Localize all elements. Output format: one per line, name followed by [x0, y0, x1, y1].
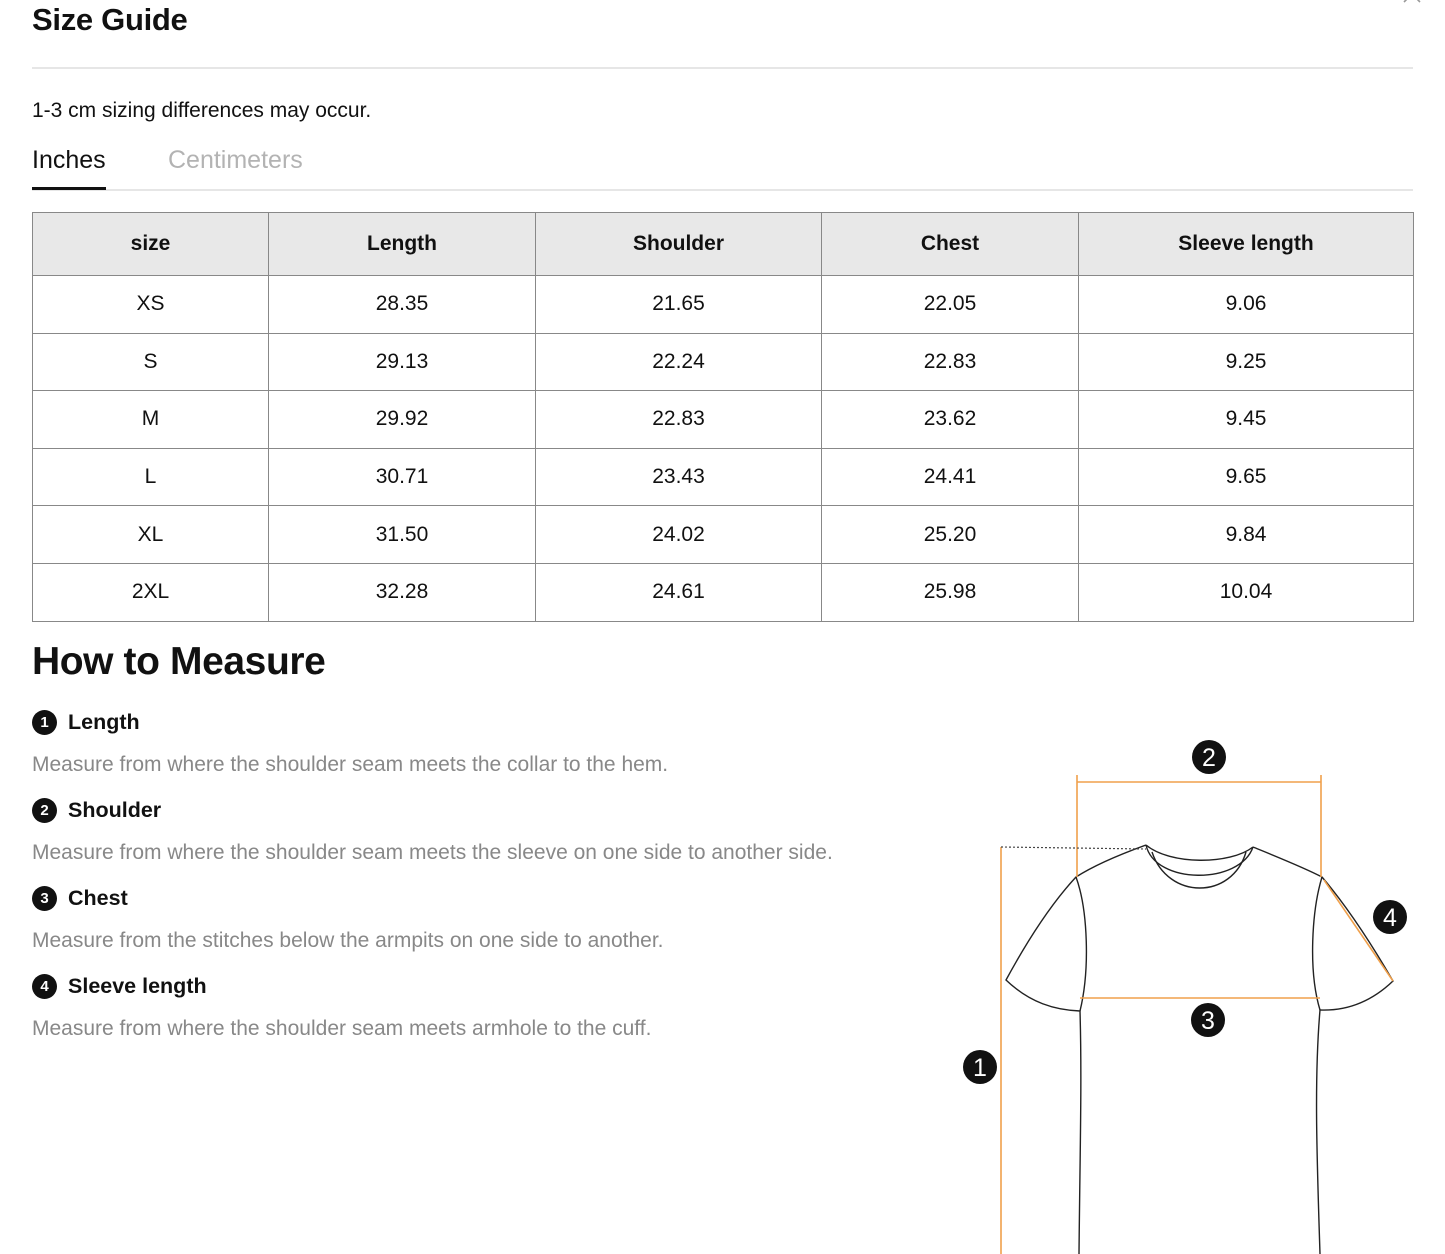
table-cell: 10.04 [1079, 563, 1414, 621]
step-number-badge: 2 [32, 798, 57, 823]
table-cell: 24.41 [822, 448, 1079, 506]
column-header-shoulder: Shoulder [536, 213, 822, 276]
table-row [33, 391, 1414, 449]
table-cell: XS [33, 276, 269, 334]
size-table [32, 212, 1414, 622]
table-cell: 2XL [33, 563, 269, 621]
step-chest-description: Measure from the stitches below the armpits on one side to another. [32, 929, 664, 952]
table-row [33, 276, 1414, 334]
tshirt-measurement-diagram [940, 720, 1440, 1254]
step-label: Sleeve length [68, 973, 207, 998]
step-length-description: Measure from where the shoulder seam meets the collar to the hem. [32, 753, 669, 776]
badge-length [963, 1050, 997, 1084]
table-cell: XL [33, 506, 269, 564]
svg-text:4: 4 [1383, 904, 1397, 932]
table-cell: 23.43 [536, 448, 822, 506]
step-number-badge: 4 [32, 974, 57, 999]
sizing-note: 1-3 cm sizing differences may occur. [32, 99, 372, 122]
table-cell: 21.65 [536, 276, 822, 334]
svg-text:3: 3 [1201, 1007, 1215, 1035]
table-cell: 32.28 [269, 563, 536, 621]
step-number-badge: 3 [32, 886, 57, 911]
table-cell: 29.92 [269, 391, 536, 449]
unit-tabs [32, 144, 1413, 191]
table-cell: 31.50 [269, 506, 536, 564]
column-header-length: Length [269, 213, 536, 276]
table-row [33, 506, 1414, 564]
close-icon[interactable] [1398, 0, 1426, 14]
table-cell: 24.61 [536, 563, 822, 621]
table-cell: 25.20 [822, 506, 1079, 564]
table-cell: 30.71 [269, 448, 536, 506]
title-divider [32, 67, 1413, 69]
svg-text:1: 1 [973, 1054, 987, 1082]
column-header-chest: Chest [822, 213, 1079, 276]
step-sleeve-length-title [32, 972, 207, 1000]
how-to-measure-heading: How to Measure [32, 640, 326, 683]
table-cell: S [33, 333, 269, 391]
badge-chest [1191, 1003, 1225, 1037]
table-cell: 22.24 [536, 333, 822, 391]
tab-inches[interactable]: Inches [32, 146, 106, 190]
column-header-size: size [33, 213, 269, 276]
table-cell: 9.84 [1079, 506, 1414, 564]
dialog-title: Size Guide [32, 2, 188, 37]
table-cell: 9.45 [1079, 391, 1414, 449]
step-chest-title [32, 884, 128, 912]
step-label: Length [68, 709, 140, 734]
step-length-title [32, 708, 140, 736]
step-shoulder-description: Measure from where the shoulder seam meets the sleeve on one side to another side. [32, 841, 833, 864]
table-cell: 22.05 [822, 276, 1079, 334]
table-header-row [33, 213, 1414, 276]
badge-sleeve [1373, 900, 1407, 934]
column-header-sleeve-length: Sleeve length [1079, 213, 1414, 276]
table-cell: M [33, 391, 269, 449]
tab-centimeters[interactable]: Centimeters [168, 146, 303, 174]
table-cell: 23.62 [822, 391, 1079, 449]
table-row [33, 563, 1414, 621]
step-sleeve-length-description: Measure from where the shoulder seam meets armhole to the cuff. [32, 1017, 652, 1040]
table-cell: 9.25 [1079, 333, 1414, 391]
table-cell: L [33, 448, 269, 506]
badge-shoulder [1192, 740, 1226, 774]
step-label: Chest [68, 885, 128, 910]
svg-text:2: 2 [1202, 744, 1216, 772]
step-label: Shoulder [68, 797, 162, 822]
step-shoulder-title [32, 796, 161, 824]
table-cell: 9.06 [1079, 276, 1414, 334]
table-cell: 29.13 [269, 333, 536, 391]
table-cell: 22.83 [822, 333, 1079, 391]
step-number-badge: 1 [32, 710, 57, 735]
table-cell: 28.35 [269, 276, 536, 334]
table-row [33, 448, 1414, 506]
table-cell: 22.83 [536, 391, 822, 449]
table-row [33, 333, 1414, 391]
tshirt-outline [1006, 845, 1393, 1254]
table-cell: 24.02 [536, 506, 822, 564]
table-cell: 9.65 [1079, 448, 1414, 506]
table-cell: 25.98 [822, 563, 1079, 621]
